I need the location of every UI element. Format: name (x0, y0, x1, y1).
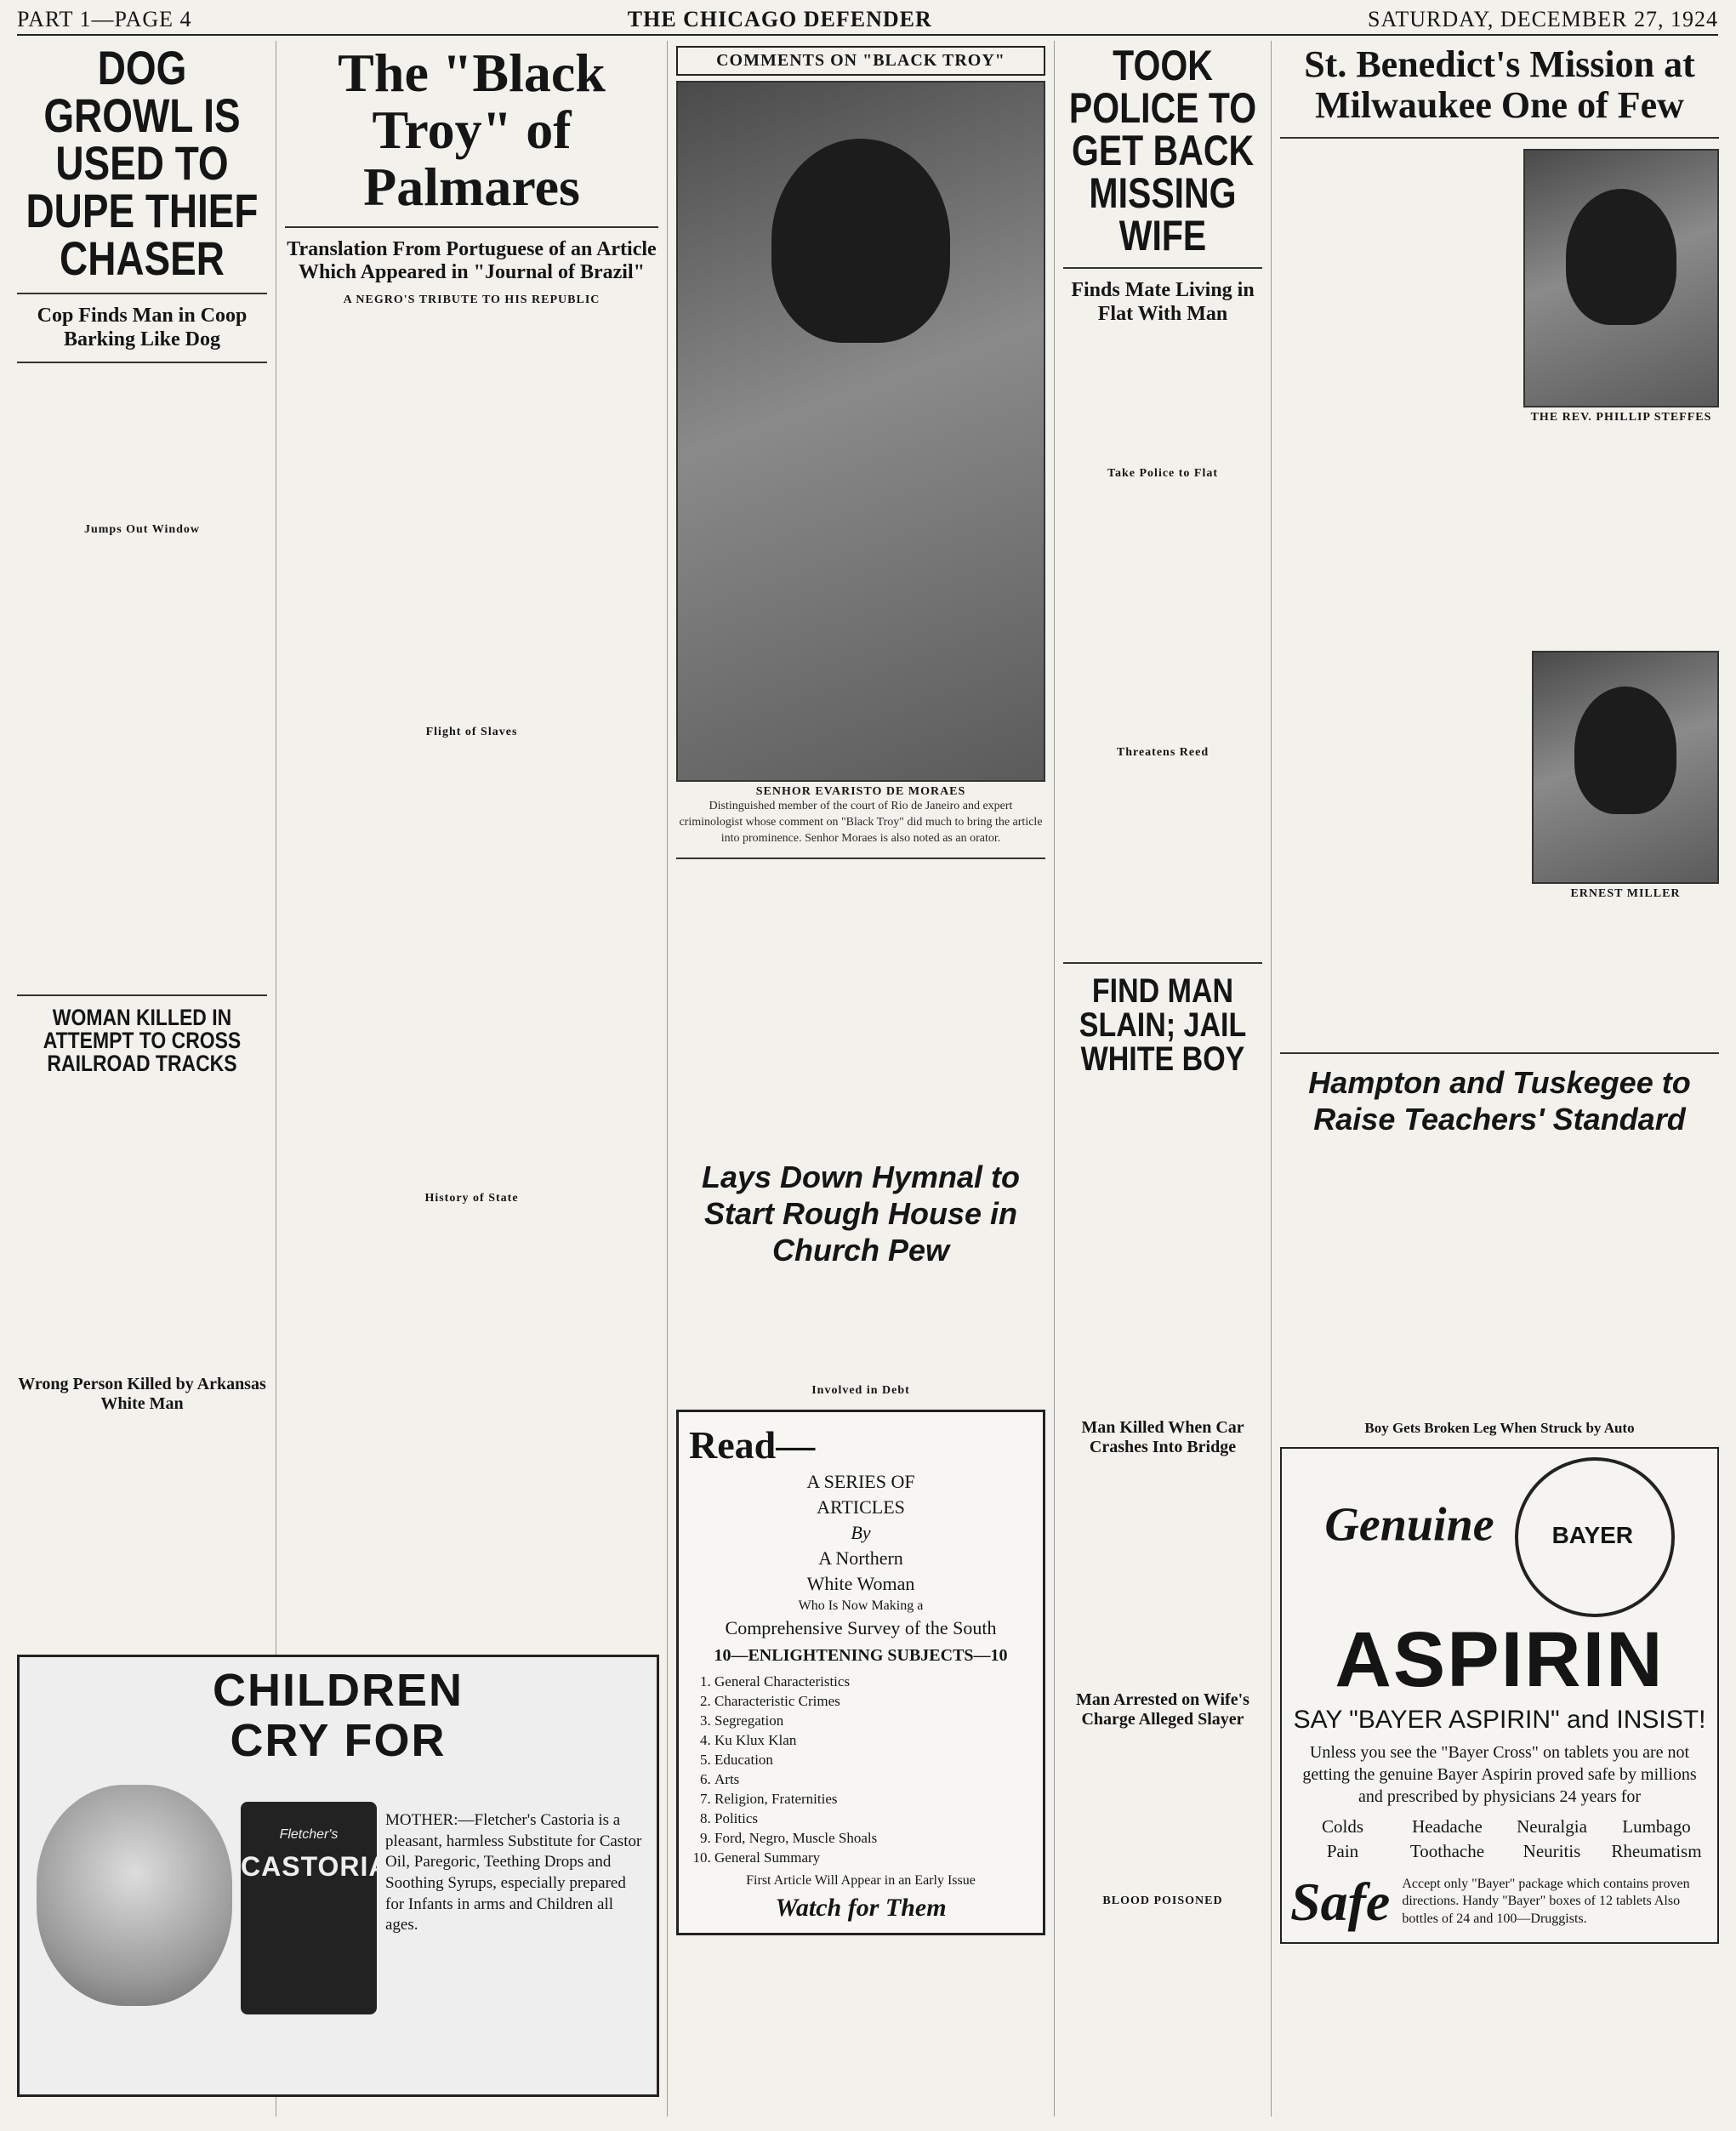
article-body (285, 744, 658, 1187)
article-body (1063, 765, 1262, 952)
promo-line: A Northern (818, 1547, 903, 1570)
ad-unless: Unless you see the "Bayer Cross" on tablets you are not getting the genuine Bayer Aspirin proved safe by millions and prescribed by physicians 24 years for (1302, 1742, 1697, 1806)
list-item: 2. Characteristic Crimes (714, 1692, 1033, 1712)
paper-name: THE CHICAGO DEFENDER (627, 7, 932, 31)
masthead (17, 5, 1718, 36)
article-body (17, 1080, 267, 1361)
ad-genuine-row (1290, 1457, 1709, 1617)
castoria-ad (17, 1655, 659, 2097)
ad-aspirin: ASPIRIN (1335, 1615, 1665, 1703)
headline-dog-growl: DOG GROWL IS USED TO DUPE THIEF CHASER (26, 41, 259, 285)
page-number: PART 1—PAGE 4 (17, 7, 192, 31)
divider (17, 362, 267, 363)
headline-hampton-tuskegee: Hampton and Tuskegee to Raise Teachers' Standard (1308, 1064, 1691, 1137)
ailment: Toothache (1409, 1840, 1485, 1861)
steffes-row (1280, 149, 1719, 430)
ailment: Neuritis (1523, 1840, 1581, 1861)
column-5 (1272, 41, 1727, 2117)
series-promo-box (676, 1410, 1045, 1934)
article-title-st-benedict: St. Benedict's Mission at Milwaukee One of Few (1304, 43, 1695, 127)
headline-took-police: TOOK POLICE TO GET BACK MISSING WIFE (1068, 42, 1257, 259)
headline-hymnal: Lays Down Hymnal to Start Rough House in Church Pew (701, 1159, 1021, 1268)
promo-first-article: First Article Will Appear in an Early Issue (746, 1872, 976, 1888)
headline-boy-broken-leg: Boy Gets Broken Leg When Struck by Auto (1364, 1420, 1635, 1437)
list-item: 3. Segregation (714, 1712, 1033, 1731)
ad-mother-text: MOTHER:—Fletcher's Castoria is a pleasant, harmless Substitute for Castor Oil, Paregoric, Teething Drops and Soothing Syrups, especially prepared for Infants in arms and Children all ages. (385, 1811, 642, 1934)
article-body (1063, 1081, 1262, 1405)
ailment: Rheumatism (1611, 1840, 1702, 1861)
list-item: 6. Arts (714, 1770, 1033, 1790)
portrait-figure (1574, 687, 1676, 814)
sidehead-threatens: Threatens Reed (1116, 746, 1210, 760)
portrait-photo-steffes (1523, 149, 1719, 407)
photo-caption-desc: Distinguished member of the court of Rio de Janeiro and expert criminologist whose comment on "Black Troy" did much to bring the article into prominence. Senhor Moraes is also noted as an orator. (679, 800, 1043, 845)
column-3 (668, 41, 1055, 2117)
article-title-black-troy: The "Black Troy" of Palmares (338, 43, 606, 218)
list-item: 10. General Summary (714, 1849, 1033, 1868)
article-body (1063, 1736, 1262, 1889)
photo-block (1532, 651, 1719, 915)
article-body (1280, 149, 1515, 430)
promo-by: By (851, 1522, 871, 1544)
article-body (676, 869, 1045, 1150)
headline-blood-poisoned: BLOOD POISONED (1102, 1895, 1223, 1908)
castoria-ad-wrapper (17, 1646, 659, 2097)
divider (1063, 267, 1262, 269)
portrait-figure (771, 139, 950, 343)
divider (285, 226, 658, 228)
promo-line: White Woman (806, 1573, 915, 1595)
castoria-bottle (241, 1802, 390, 2014)
list-item: 7. Religion, Fraternities (714, 1790, 1033, 1809)
ailment: Lumbago (1622, 1815, 1691, 1837)
article-body (1280, 915, 1719, 1042)
subhead-finds-mate: Finds Mate Living in Flat With Man (1071, 279, 1255, 325)
sidehead-take-police: Take Police to Flat (1107, 467, 1219, 481)
ailment: Pain (1326, 1840, 1359, 1861)
list-item: 9. Ford, Negro, Muscle Shoals (714, 1829, 1033, 1849)
ad-accept: Accept only "Bayer" package which contains proven directions. Handy "Bayer" boxes of 12 tablets Also bottles of 24 and 100—Druggists. (1402, 1876, 1690, 1927)
divider (17, 293, 267, 294)
article-body (1280, 438, 1523, 915)
sidehead-flight: Flight of Slaves (425, 725, 518, 738)
sidehead-jumps: Jumps Out Window (83, 523, 201, 537)
article-body (676, 1277, 1045, 1379)
bayer-aspirin-ad (1280, 1447, 1719, 1944)
article-body (1280, 1142, 1719, 1415)
baby-illustration (37, 1785, 232, 2006)
list-item: 1. General Characteristics (714, 1672, 1033, 1692)
comments-box-title: COMMENTS ON "BLACK TROY" (676, 46, 1045, 76)
promo-title: Read— (689, 1423, 816, 1467)
headline-car-crash: Man Killed When Car Crashes Into Bridge (1081, 1418, 1244, 1457)
article-body (17, 542, 267, 984)
ad-safe-row (1290, 1871, 1709, 1934)
list-item: 4. Ku Klux Klan (714, 1731, 1033, 1751)
list-item: 8. Politics (714, 1809, 1033, 1829)
portrait-figure (1566, 189, 1676, 325)
photo-caption-steffes: THE REV. PHILLIP STEFFES (1530, 410, 1712, 424)
headline-wrong-person: Wrong Person Killed by Arkansas White Man (18, 1375, 266, 1414)
sidehead-debt: Involved in Debt (811, 1384, 910, 1398)
promo-line: ARTICLES (817, 1496, 905, 1518)
portrait-photo-miller (1532, 651, 1719, 884)
article-body (1063, 334, 1262, 462)
divider (676, 858, 1045, 859)
article-body (1063, 486, 1262, 741)
ailment: Colds (1321, 1815, 1363, 1837)
bottle-brand: Fletcher's (279, 1827, 339, 1842)
article-body (1063, 1464, 1262, 1677)
portrait-photo-moraes (676, 81, 1045, 782)
ad-title-top: CHILDREN (213, 1665, 464, 1716)
miller-row (1280, 438, 1719, 915)
article-body (17, 373, 267, 518)
promo-line: A SERIES OF (806, 1471, 915, 1493)
bottle-name: CASTORIA (241, 1851, 390, 1882)
ad-ailments (1290, 1816, 1709, 1862)
headline-woman-killed: WOMAN KILLED IN ATTEMPT TO CROSS RAILROAD TRACKS (43, 1005, 242, 1077)
article-subtitle: Translation From Portuguese of an Article Which Appeared in "Journal of Brazil" (287, 237, 657, 284)
ailment: Neuralgia (1517, 1815, 1587, 1837)
cross-text: BAYER (1551, 1521, 1634, 1548)
promo-count: 10—ENLIGHTENING SUBJECTS—10 (714, 1646, 1008, 1666)
photo-caption-miller: ERNEST MILLER (1570, 886, 1681, 900)
headline-find-man-slain: FIND MAN SLAIN; JAIL WHITE BOY (1079, 972, 1247, 1079)
ad-genuine: Genuine (1324, 1498, 1494, 1552)
column-4 (1055, 41, 1272, 2117)
bayer-cross-icon (1515, 1457, 1675, 1617)
promo-watch: Watch for Them (775, 1893, 947, 1922)
divider (1063, 962, 1262, 964)
ad-safe: Safe (1290, 1871, 1391, 1932)
series-list (714, 1672, 1033, 1867)
ailment: Headache (1412, 1815, 1483, 1837)
divider (17, 994, 267, 996)
ad-title-bottom: CRY FOR (230, 1715, 447, 1767)
article-body (17, 1421, 267, 1642)
issue-date: SATURDAY, DECEMBER 27, 1924 (1367, 7, 1718, 31)
promo-line: Comprehensive Survey of the South (725, 1617, 997, 1639)
ad-say: SAY "BAYER ASPIRIN" and INSIST! (1293, 1705, 1706, 1734)
divider (1280, 137, 1719, 139)
promo-line: Who Is Now Making a (798, 1598, 924, 1614)
article-note: A NEGRO'S TRIBUTE TO HIS REPUBLIC (343, 293, 600, 306)
photo-caption-name: SENHOR EVARISTO DE MORAES (755, 785, 966, 798)
sidehead-history: History of State (424, 1191, 519, 1205)
subhead-cop-finds: Cop Finds Man in Coop Barking Like Dog (37, 305, 248, 350)
photo-block (1523, 149, 1719, 430)
divider (1280, 1052, 1719, 1054)
list-item: 5. Education (714, 1751, 1033, 1770)
headline-man-arrested: Man Arrested on Wife's Charge Alleged Slayer (1076, 1690, 1249, 1729)
article-body (285, 312, 658, 721)
